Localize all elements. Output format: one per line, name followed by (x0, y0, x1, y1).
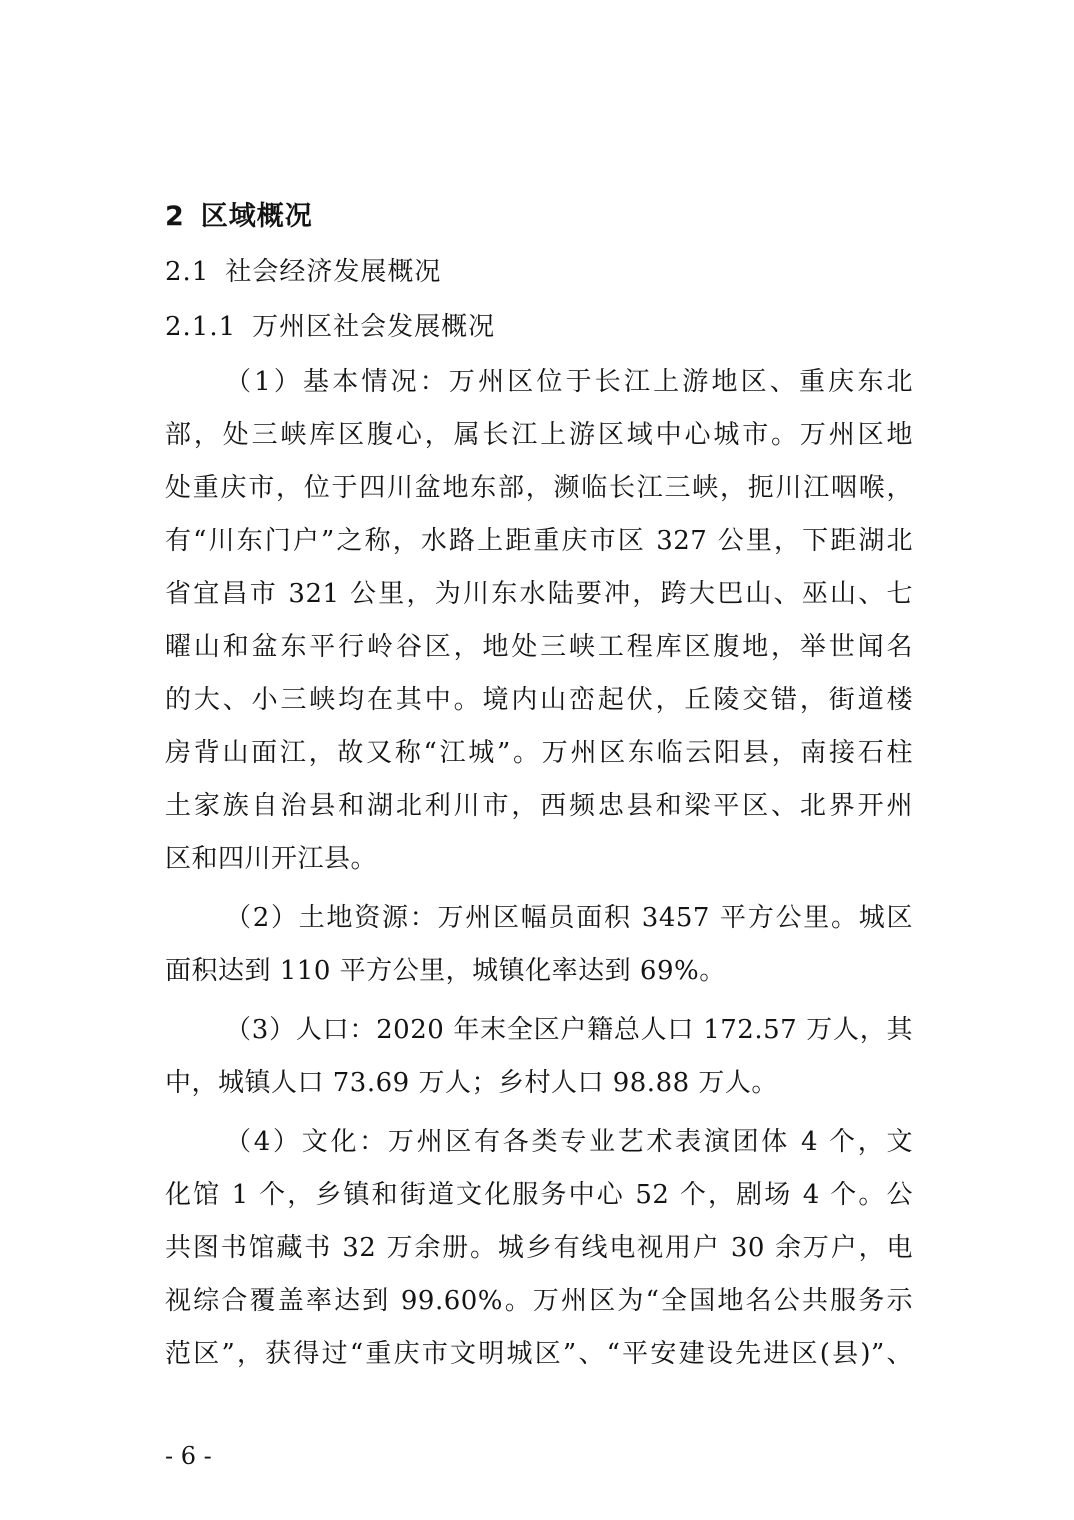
text-line: 部，处三峡库区腹心，属长江上游区域中心城市。万州区地 (165, 420, 913, 450)
section-number: 2 (165, 201, 185, 232)
text-line: 化馆 1 个，乡镇和街道文化服务中心 52 个，剧场 4 个。公 (165, 1180, 913, 1210)
text-line: 有“川东门户”之称，水路上距重庆市区 327 公里，下距湖北 (165, 526, 913, 556)
subsection-title: 社会经济发展概况 (225, 257, 442, 287)
text-line: 区和四川开江县。 (165, 844, 378, 874)
text-line: （2）土地资源：万州区幅员面积 3457 平方公里。城区 (225, 903, 913, 933)
section-heading (165, 197, 313, 237)
text-line: （1）基本情况：万州区位于长江上游地区、重庆东北 (225, 367, 913, 397)
text-line: 曜山和盆东平行岭谷区，地处三峡工程库区腹地，举世闻名 (165, 632, 913, 662)
text-line: 面积达到 110 平方公里，城镇化率达到 69%。 (165, 956, 726, 986)
text-line: （4）文化：万州区有各类专业艺术表演团体 4 个，文 (225, 1127, 913, 1157)
text-line: 中，城镇人口 73.69 万人；乡村人口 98.88 万人。 (165, 1068, 778, 1098)
text-line: 的大、小三峡均在其中。境内山峦起伏，丘陵交错，街道楼 (165, 685, 913, 715)
body-text (165, 356, 913, 1387)
subsection-number: 2.1 (165, 257, 210, 287)
text-line: 房背山面江，故又称“江城”。万州区东临云阳县，南接石柱 (165, 738, 913, 768)
text-line: 范区”，获得过“重庆市文明城区”、“平安建设先进区(县)”、 (165, 1339, 913, 1369)
text-line: 处重庆市，位于四川盆地东部，濒临长江三峡，扼川江咽喉， (165, 473, 913, 503)
paragraph-culture (165, 1116, 913, 1381)
subsubsection-number: 2.1.1 (165, 312, 237, 342)
page-number: - 6 - (165, 1442, 212, 1470)
paragraph-population (165, 1004, 913, 1110)
subsection-heading (165, 252, 441, 292)
subsubsection-heading (165, 307, 495, 347)
text-line: 共图书馆藏书 32 万余册。城乡有线电视用户 30 余万户，电 (165, 1233, 913, 1263)
text-line: 土家族自治县和湖北利川市，西频忠县和梁平区、北界开州 (165, 791, 913, 821)
paragraph-basic-info (165, 356, 913, 886)
section-title: 区域概况 (200, 201, 313, 232)
text-line: （3）人口：2020 年末全区户籍总人口 172.57 万人，其 (225, 1015, 913, 1045)
text-line: 省宜昌市 321 公里，为川东水陆要冲，跨大巴山、巫山、七 (165, 579, 913, 609)
text-line: 视综合覆盖率达到 99.60%。万州区为“全国地名公共服务示 (165, 1286, 913, 1316)
subsubsection-title: 万州区社会发展概况 (252, 312, 496, 342)
paragraph-land-resources (165, 892, 913, 998)
